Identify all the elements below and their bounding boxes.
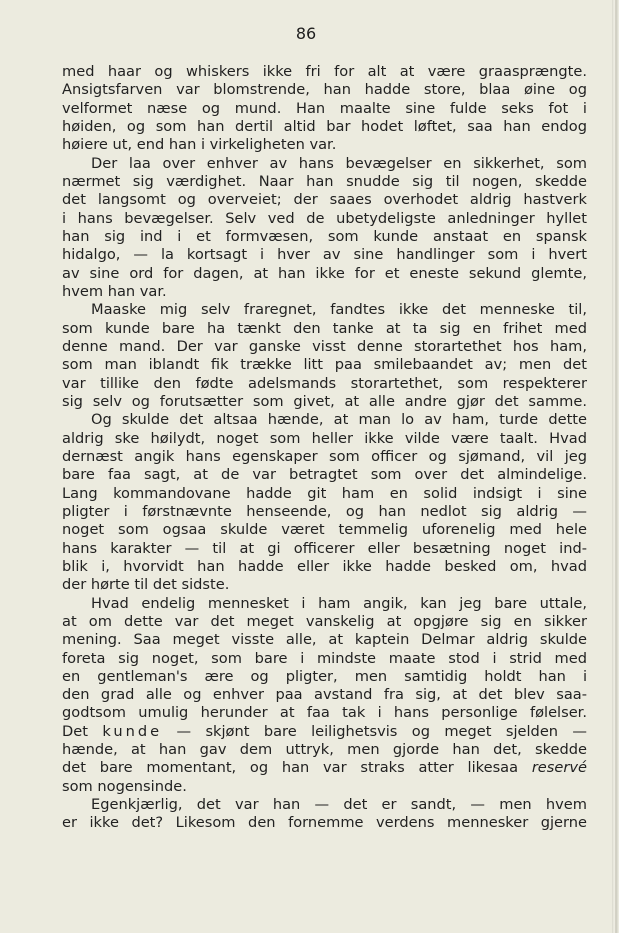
text-line: Maaske mig selv fraregnet, fandtes ikke det menneske til, bbox=[91, 301, 587, 319]
text-line: høiden, og som han dertil altid bar hodet løftet, saa han endog bbox=[62, 117, 587, 135]
text-line: sig selv og forutsætter som givet, at alle andre gjør det samme. bbox=[62, 392, 587, 410]
text-line: Egenkjærlig, det var han — det er sandt, — men hvem bbox=[91, 796, 587, 814]
text-line: som man iblandt fik trække litt paa smilebaandet av; men det bbox=[62, 356, 587, 374]
text-line: av sine ord for dagen, at han ikke for et eneste sekund glemte, bbox=[62, 264, 587, 282]
italic-word: reservé bbox=[531, 759, 587, 777]
text-line: dernæst angik hans egenskaper som officer og sjømand, vil jeg bbox=[62, 447, 587, 465]
text-line: Og skulde det altsaa hænde, at man lo av ham, turde dette bbox=[91, 411, 587, 429]
text-line: er ikke det? Likesom den fornemme verdens mennesker gjerne bbox=[62, 814, 587, 832]
text-segment: Det bbox=[62, 722, 88, 740]
emphasized-word: kunde bbox=[102, 722, 163, 740]
text-line: Der laa over enhver av hans bevægelser en sikkerhet, som bbox=[91, 154, 587, 172]
text-line: noget som ogsaa skulde været temmelig uforenelig med hele bbox=[62, 521, 587, 539]
text-line: nærmet sig værdighet. Naar han snudde sig til nogen, skedde bbox=[62, 172, 587, 190]
text-line: hidalgo, — la kortsagt i hver av sine handlinger som i hvert bbox=[62, 246, 587, 264]
text-line: i hans bevægelser. Selv ved de ubetydeligste anledninger hyllet bbox=[62, 209, 587, 227]
text-line: han sig ind i et formvæsen, som kunde anstaat en spansk bbox=[62, 227, 587, 245]
text-line: hænde, at han gav dem uttryk, men gjorde han det, skedde bbox=[62, 741, 587, 759]
text-line: denne mand. Der var ganske visst denne storartethet hos ham, bbox=[62, 337, 587, 355]
text-line: pligter i førstnævnte henseende, og han nedlot sig aldrig — bbox=[62, 502, 587, 520]
text-line: som nogensinde. bbox=[62, 777, 187, 795]
text-line: Lang kommandovane hadde git ham en solid indsigt i sine bbox=[62, 484, 587, 502]
text-line: som kunde bare ha tænkt den tanke at ta sig en frihet med bbox=[62, 319, 587, 337]
text-line: at om dette var det meget vanskelig at opgjøre sig en sikker bbox=[62, 612, 587, 630]
text-line: med haar og whiskers ikke fri for alt at være graasprængte. bbox=[62, 63, 587, 80]
page-number: 86 bbox=[295, 24, 317, 43]
text-line: hans karakter — til at gi officerer eller besætning noget ind- bbox=[62, 539, 587, 557]
text-line: godtsom umulig herunder at faa tak i hans personlige følelser. bbox=[62, 704, 587, 722]
text-line bbox=[62, 723, 587, 741]
text-line: mening. Saa meget visste alle, at kaptein Delmar aldrig skulde bbox=[62, 631, 587, 649]
text-segment: det bare momentant, og han var straks atter likesaa bbox=[62, 759, 519, 777]
text-line: høiere ut, end han i virkeligheten var. bbox=[62, 136, 337, 154]
text-line bbox=[62, 759, 587, 777]
text-segment: — skjønt bare leilighetsvis og meget sjelden — bbox=[176, 722, 588, 740]
body-text bbox=[62, 63, 587, 833]
text-line: der hørte til det sidste. bbox=[62, 576, 230, 594]
text-line: aldrig ske høilydt, noget som heller ikke vilde være taalt. Hvad bbox=[62, 429, 587, 447]
text-line: den grad alle og enhver paa avstand fra sig, at det blev saa- bbox=[62, 686, 587, 704]
text-line: var tillike den fødte adelsmands storartethet, som respekterer bbox=[62, 374, 587, 392]
text-line: velformet næse og mund. Han maalte sine fulde seks fot i bbox=[62, 99, 587, 117]
text-line: hvem han var. bbox=[62, 282, 167, 300]
text-line: bare faa sagt, at de var betragtet som over det almindelige. bbox=[62, 466, 587, 484]
text-line: foreta sig noget, som bare i mindste maate stod i strid med bbox=[62, 649, 587, 667]
text-line: en gentleman's ære og pligter, men samtidig holdt han i bbox=[62, 667, 587, 685]
page-edge bbox=[612, 0, 619, 933]
text-line: Ansigtsfarven var blomstrende, han hadde store, blaa øine og bbox=[62, 81, 587, 99]
text-line: Hvad endelig mennesket i ham angik, kan jeg bare uttale, bbox=[91, 594, 587, 612]
text-line: det langsomt og overveiet; der saaes overhodet aldrig hastverk bbox=[62, 191, 587, 209]
text-line: blik i, hvorvidt han hadde eller ikke hadde besked om, hvad bbox=[62, 557, 587, 575]
